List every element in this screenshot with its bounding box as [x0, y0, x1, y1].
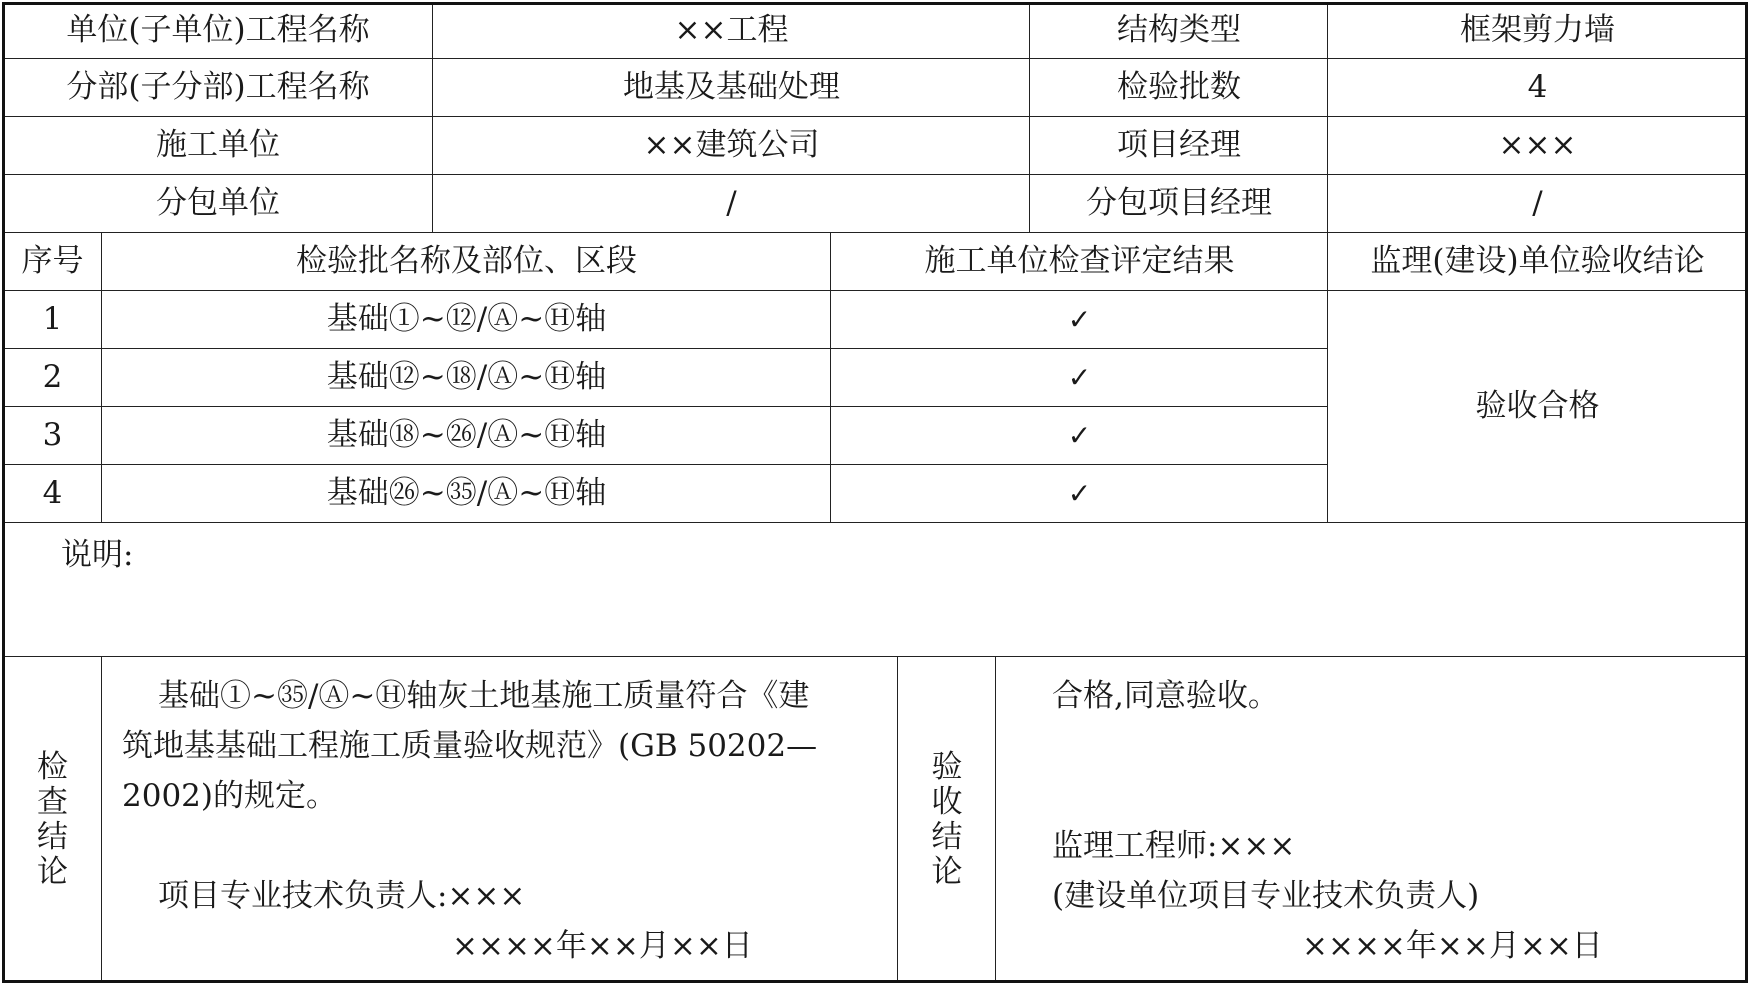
- subproject-name-value: 地基及基础处理: [432, 58, 1031, 118]
- structure-type-value: 框架剪力墙: [1327, 2, 1748, 60]
- table-row-name: 基础㉖~㉟/Ⓐ~Ⓗ轴: [101, 464, 832, 524]
- project-manager-label: 项目经理: [1029, 116, 1329, 176]
- inspection-text-line: 2002)的规定。: [122, 778, 337, 814]
- acceptance-signer: 监理工程师:×××: [1052, 828, 1296, 864]
- batch-name-header: 检验批名称及部位、区段: [101, 232, 832, 292]
- table-row-seq: 2: [2, 348, 103, 408]
- label-char: 验: [931, 748, 963, 785]
- project-name-value: ××工程: [432, 2, 1031, 60]
- label-char: 结: [37, 818, 68, 855]
- check-mark-icon: ✓: [830, 464, 1329, 524]
- subcontractor-value: /: [432, 174, 1031, 234]
- acceptance-signer-note: (建设单位项目专业技术负责人): [1052, 878, 1480, 914]
- batch-count-label: 检验批数: [1029, 58, 1329, 118]
- inspection-signer: 项目专业技术负责人:×××: [158, 878, 526, 914]
- notes-section: [2, 522, 1748, 658]
- inspection-text-line: 基础①~㉟/Ⓐ~Ⓗ轴灰土地基施工质量符合《建: [158, 678, 810, 714]
- inspection-conclusion-content: [101, 656, 899, 983]
- sub-project-manager-label: 分包项目经理: [1029, 174, 1329, 234]
- contractor-label: 施工单位: [2, 116, 434, 176]
- inspection-text-line: 筑地基基础工程施工质量验收规范》(GB 50202—: [122, 728, 818, 764]
- table-row-name: 基础⑱~㉖/Ⓐ~Ⓗ轴: [101, 406, 832, 466]
- conclusion-header: 监理(建设)单位验收结论: [1327, 232, 1748, 292]
- label-char: 结: [931, 818, 963, 855]
- project-manager-value: ×××: [1327, 116, 1748, 176]
- table-row-name: 基础①~⑫/Ⓐ~Ⓗ轴: [101, 290, 832, 350]
- label-char: 检: [37, 748, 68, 785]
- contractor-value: ××建筑公司: [432, 116, 1031, 176]
- batch-count-value: 4: [1327, 58, 1748, 118]
- table-row-name: 基础⑫~⑱/Ⓐ~Ⓗ轴: [101, 348, 832, 408]
- check-mark-icon: ✓: [830, 290, 1329, 350]
- acceptance-conclusion-content: [995, 656, 1748, 983]
- check-mark-icon: ✓: [830, 406, 1329, 466]
- subproject-name-label: 分部(子分部)工程名称: [2, 58, 434, 118]
- subcontractor-label: 分包单位: [2, 174, 434, 234]
- sub-project-manager-value: /: [1327, 174, 1748, 234]
- acceptance-text: 合格,同意验收。: [1052, 678, 1279, 714]
- acceptance-date: ××××年××月××日: [1302, 928, 1603, 964]
- acceptance-conclusion-value: 验收合格: [1327, 290, 1748, 524]
- seq-header: 序号: [2, 232, 103, 292]
- label-char: 论: [37, 853, 68, 890]
- inspection-conclusion-label: [2, 656, 103, 983]
- inspection-date: ××××年××月××日: [452, 928, 753, 964]
- label-char: 收: [931, 783, 963, 820]
- label-char: 查: [37, 783, 68, 820]
- table-row-seq: 3: [2, 406, 103, 466]
- result-header: 施工单位检查评定结果: [830, 232, 1329, 292]
- structure-type-label: 结构类型: [1029, 2, 1329, 60]
- label-char: 论: [931, 853, 963, 890]
- notes-label: 说明:: [61, 537, 134, 573]
- project-name-label: 单位(子单位)工程名称: [2, 2, 434, 60]
- table-row-seq: 4: [2, 464, 103, 524]
- check-mark-icon: ✓: [830, 348, 1329, 408]
- acceptance-conclusion-label: [897, 656, 997, 983]
- table-row-seq: 1: [2, 290, 103, 350]
